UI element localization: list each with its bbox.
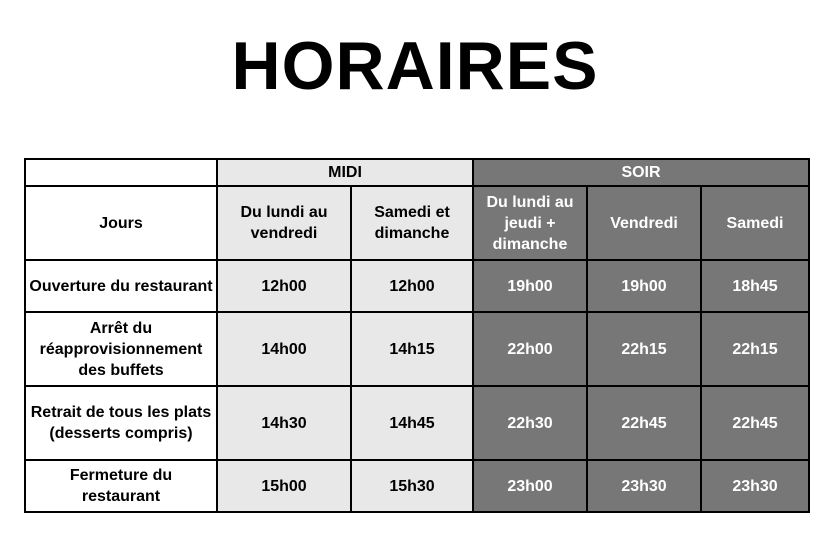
time-cell: 23h30 bbox=[701, 460, 809, 512]
time-cell: 15h30 bbox=[351, 460, 473, 512]
empty-corner-cell bbox=[25, 159, 217, 186]
time-cell: 14h45 bbox=[351, 386, 473, 460]
row-label: Retrait de tous les plats (desserts compris) bbox=[25, 386, 217, 460]
time-cell: 22h15 bbox=[587, 312, 701, 386]
time-cell: 14h00 bbox=[217, 312, 351, 386]
time-cell: 22h30 bbox=[473, 386, 587, 460]
time-cell: 19h00 bbox=[587, 260, 701, 312]
row-label: Ouverture du restaurant bbox=[25, 260, 217, 312]
table-row bbox=[25, 386, 809, 460]
time-cell: 14h15 bbox=[351, 312, 473, 386]
time-cell: 22h45 bbox=[587, 386, 701, 460]
time-cell: 22h00 bbox=[473, 312, 587, 386]
time-cell: 23h00 bbox=[473, 460, 587, 512]
column-header-jours: Jours bbox=[25, 186, 217, 260]
schedule-table bbox=[24, 158, 810, 513]
row-label: Arrêt du réapprovisionnement des buffets bbox=[25, 312, 217, 386]
time-cell: 12h00 bbox=[217, 260, 351, 312]
column-header-soir-mon-thu-sun: Du lundi au jeudi + dimanche bbox=[473, 186, 587, 260]
time-cell: 22h45 bbox=[701, 386, 809, 460]
time-cell: 23h30 bbox=[587, 460, 701, 512]
time-cell: 18h45 bbox=[701, 260, 809, 312]
time-cell: 12h00 bbox=[351, 260, 473, 312]
column-header-row bbox=[25, 186, 809, 260]
time-cell: 22h15 bbox=[701, 312, 809, 386]
time-cell: 19h00 bbox=[473, 260, 587, 312]
group-header-midi: MIDI bbox=[217, 159, 473, 186]
row-label: Fermeture du restaurant bbox=[25, 460, 217, 512]
table-row bbox=[25, 460, 809, 512]
time-cell: 14h30 bbox=[217, 386, 351, 460]
page-title: HORAIRES bbox=[231, 28, 599, 104]
column-header-midi-weekend: Samedi et dimanche bbox=[351, 186, 473, 260]
table-row bbox=[25, 260, 809, 312]
column-header-soir-saturday: Samedi bbox=[701, 186, 809, 260]
column-header-soir-friday: Vendredi bbox=[587, 186, 701, 260]
column-header-midi-weekdays: Du lundi au vendredi bbox=[217, 186, 351, 260]
group-header-soir: SOIR bbox=[473, 159, 809, 186]
time-cell: 15h00 bbox=[217, 460, 351, 512]
table-row bbox=[25, 312, 809, 386]
group-header-row bbox=[25, 159, 809, 186]
